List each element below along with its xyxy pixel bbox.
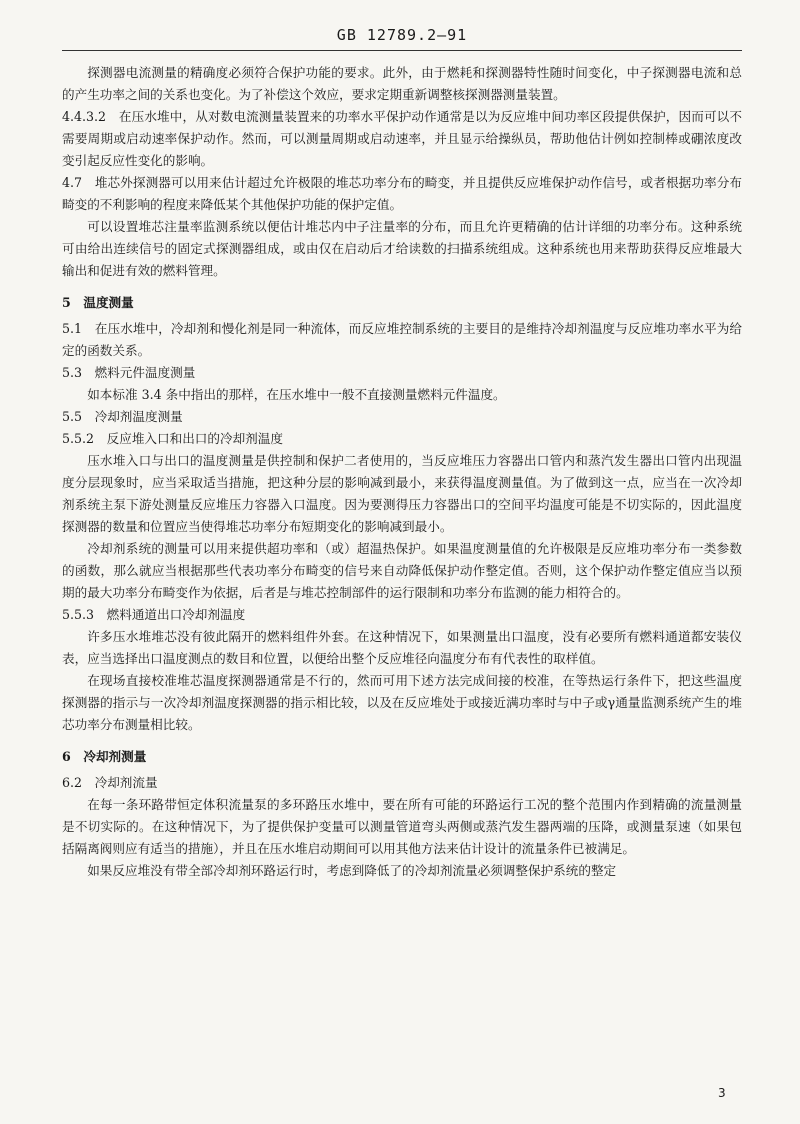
paragraph: 如果反应堆没有带全部冷却剂环路运行时，考虑到降低了的冷却剂流量必须调整保护系统的整定 <box>87 863 617 878</box>
paragraph: 5.3 燃料元件温度测量 <box>62 365 196 380</box>
paragraph: 冷却剂系统的测量可以用来提供超功率和（或）超温热保护。如果温度测量值的允许极限是反应堆功率分布一类参数的函数，那么就应当根据那些代表功率分布畸变的信号来自动降低保护动作整定值。否则，这个保护动作整定值应当以预期的最大功率分布畸变作为依据，后者是与堆芯控制部件的运行限制和功率分布监测的能力相符合的。 <box>62 541 742 600</box>
standard-header: GB 12789.2—91 <box>336 26 468 44</box>
paragraph: 5.5.2 反应堆入口和出口的冷却剂温度 <box>62 431 283 446</box>
header-rule <box>62 50 742 51</box>
paragraph: 4.4.3.2 在压水堆中，从对数电流测量装置来的功率水平保护动作通常是以为反应堆中间功率区段提供保护，因而可以不需要周期或启动速率保护动作。然而，可以测量周期或启动速率，并且显示给操纵员，帮助他估计例如控制棒或硼浓度改变引起反应性变化的影响。 <box>62 109 742 168</box>
spacer <box>62 736 742 746</box>
section-heading: 5 温度测量 <box>62 295 134 310</box>
paragraph: 5.1 在压水堆中，冷却剂和慢化剂是同一种流体，而反应堆控制系统的主要目的是维持冷却剂温度与反应堆功率水平为给定的函数关系。 <box>62 321 742 358</box>
paragraph: 许多压水堆堆芯没有彼此隔开的燃料组件外套。在这种情况下，如果测量出口温度，没有必要所有燃料通道都安装仪表，应当选择出口温度测点的数目和位置，以便给出整个反应堆径向温度分布有代表性的取样值。 <box>62 629 742 666</box>
section-heading: 6 冷却剂测量 <box>62 749 147 764</box>
paragraph: 在每一条环路带恒定体积流量泵的多环路压水堆中，要在所有可能的环路运行工况的整个范围内作到精确的流量测量是不切实际的。在这种情况下，为了提供保护变量可以测量管道弯头两侧或蒸汽发生器两端的压降，或测量泵速（如果包括隔离阀则应有适当的措施），并且在压水堆启动期间可以用其他方法来估计设计的流量条件已被满足。 <box>62 797 742 856</box>
paragraph: 如本标准 3.4 条中指出的那样，在压水堆中一般不直接测量燃料元件温度。 <box>87 387 506 402</box>
paragraph: 5.5.3 燃料通道出口冷却剂温度 <box>62 607 246 622</box>
document-body <box>62 62 742 882</box>
page-number: 3 <box>718 1086 726 1100</box>
spacer <box>62 282 742 292</box>
paragraph: 可以设置堆芯注量率监测系统以便估计堆芯内中子注量率的分布，而且允许更精确的估计详细的功率分布。这种系统可由给出连续信号的固定式探测器组成，或由仅在启动后才给读数的扫描系统组成。这种系统也用来帮助获得反应堆最大输出和促进有效的燃料管理。 <box>62 219 742 278</box>
paragraph: 5.5 冷却剂温度测量 <box>62 409 183 424</box>
paragraph: 在现场直接校准堆芯温度探测器通常是不行的，然而可用下述方法完成间接的校准，在等热运行条件下，把这些温度探测器的指示与一次冷却剂温度探测器的指示相比较，以及在反应堆处于或接近满功率时与中子或γ通量监测系统产生的堆芯功率分布测量相比较。 <box>62 673 742 732</box>
paragraph: 探测器电流测量的精确度必须符合保护功能的要求。此外，由于燃耗和探测器特性随时间变化，中子探测器电流和总的产生功率之间的关系也变化。为了补偿这个效应，要求定期重新调整核探测器测量装置。 <box>62 65 742 102</box>
paragraph: 6.2 冷却剂流量 <box>62 775 158 790</box>
paragraph: 4.7 堆芯外探测器可以用来估计超过允许极限的堆芯功率分布的畸变，并且提供反应堆保护动作信号，或者根据功率分布畸变的不利影响的程度来降低某个其他保护功能的保护定值。 <box>62 175 742 212</box>
paragraph: 压水堆入口与出口的温度测量是供控制和保护二者使用的，当反应堆压力容器出口管内和蒸汽发生器出口管内出现温度分层现象时，应当采取适当措施，把这种分层的影响减到最小，来获得温度测量值。为了做到这一点，应当在一次冷却剂系统主泵下游处测量反应堆压力容器入口温度。因为要测得压力容器出口的空间平均温度可能是不切实际的，因此温度探测器的数量和位置应当使得堆芯功率分布短期变化的影响减到最小。 <box>62 453 742 534</box>
